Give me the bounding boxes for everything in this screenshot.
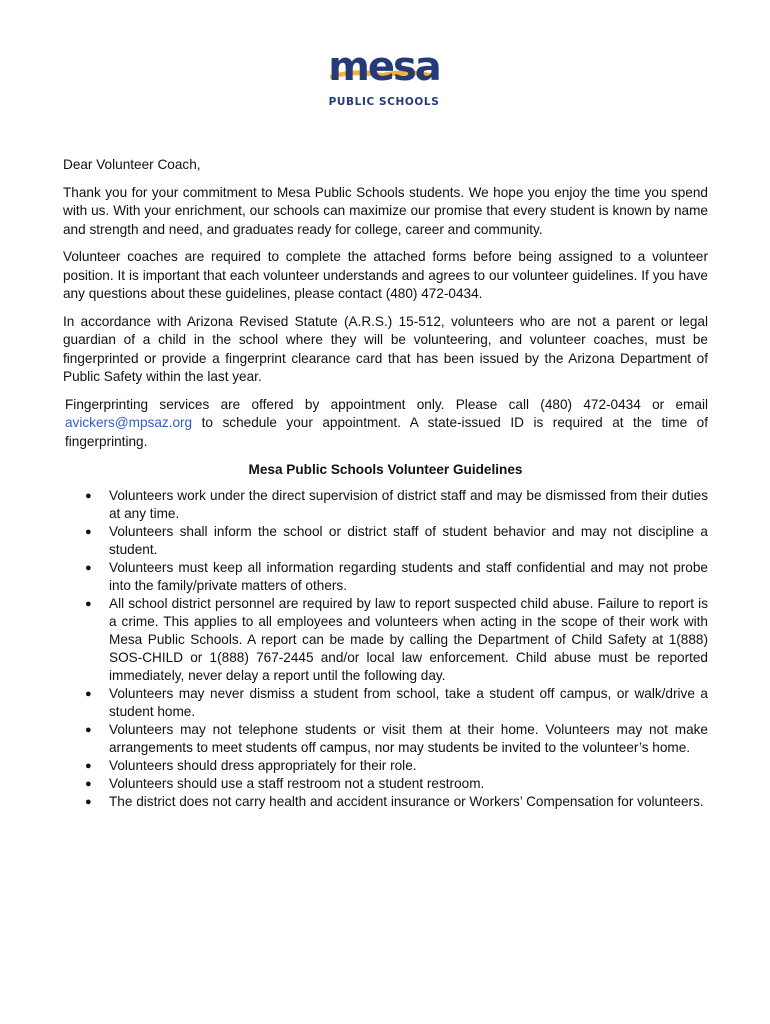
paragraph-fingerprinting (63, 396, 708, 452)
fingerprinting-text-start: Fingerprinting services are offered by appointment only. Please call (480) 472-0434 or email (65, 396, 708, 412)
guideline-text: Volunteers shall inform the school or district staff of student behavior and may not discipline a student. (109, 523, 708, 557)
guideline-text: Volunteers should use a staff restroom not a student restroom. (109, 775, 485, 791)
list-item (63, 757, 708, 775)
logo-subtitle: PUBLIC SCHOOLS (328, 96, 440, 108)
email-link[interactable]: avickers@mpsaz.org (65, 415, 193, 430)
bullet-icon: ● (85, 561, 92, 574)
logo-graphic (320, 42, 450, 114)
mesa-public-schools-logo (320, 42, 450, 114)
guideline-text: Volunteers work under the direct supervision of district staff and may be dismissed from their duties at any time. (109, 487, 708, 521)
guideline-text: The district does not carry health and accident insurance or Workers’ Compensation for volunteers. (109, 793, 704, 809)
list-item (63, 487, 708, 523)
guideline-text: Volunteers may not telephone students or visit them at their home. Volunteers may not make arrangements to meet students off campus, nor may students be invited to the volunteer’s home. (109, 721, 708, 755)
bullet-icon: ● (85, 597, 92, 610)
list-item (63, 721, 708, 757)
list-item (63, 523, 708, 559)
bullet-icon: ● (85, 489, 92, 502)
guidelines-heading: Mesa Public Schools Volunteer Guidelines (248, 462, 523, 477)
list-item (63, 793, 708, 811)
bullet-icon: ● (85, 777, 92, 790)
guideline-text: All school district personnel are required by law to report suspected child abuse. Failure to report is a crime. This applies to all employees and volunteers when acting in the scope of their work with Mesa Public Schools. A report can be made by calling the Department of Child Safety at 1(888) SOS-CHILD or 1(888) 767-2445 and/or local law enforcement. Child abuse must be reported immediately, never delay a report until the following day. (109, 595, 708, 683)
list-item (63, 595, 708, 685)
letter-body (63, 156, 708, 811)
guideline-text: Volunteers may never dismiss a student from school, take a student off campus, or walk/drive a student home. (109, 685, 708, 719)
fingerprinting-text-end: to schedule your appointment. A state-issued ID is required at the time of fingerprinting. (65, 415, 708, 449)
list-item (63, 685, 708, 721)
list-item (63, 775, 708, 793)
paragraph-thank-you: Thank you for your commitment to Mesa Public Schools students. We hope you enjoy the time you spend with us. With your enrichment, our schools can maximize our promise that every student is known by name and strength and need, and graduates ready for college, career and community. (63, 184, 708, 237)
list-item (63, 559, 708, 595)
bullet-icon: ● (85, 687, 92, 700)
paragraph-requirements: Volunteer coaches are required to complete the attached forms before being assigned to a volunteer position. It is important that each volunteer understands and agrees to our volunteer guidelines. If you have any questions about these guidelines, please contact (480) 472-0434. (63, 249, 708, 301)
guideline-text: Volunteers should dress appropriately for their role. (109, 757, 417, 773)
guidelines-list (63, 487, 708, 811)
bullet-icon: ● (85, 759, 92, 772)
paragraph-statute: In accordance with Arizona Revised Statute (A.R.S.) 15-512, volunteers who are not a parent or legal guardian of a child in the school where they will be volunteering, and volunteer coaches, must be fingerprinted or provide a fingerprint clearance card that has been issued by the Arizona Department of Public Safety within the last year. (63, 313, 708, 384)
bullet-icon: ● (85, 795, 92, 808)
bullet-icon: ● (85, 723, 92, 736)
guideline-text: Volunteers must keep all information regarding students and staff confidential and may not probe into the family/private matters of others. (109, 559, 708, 593)
logo-wordmark: mesa (328, 44, 440, 90)
salutation: Dear Volunteer Coach, (63, 157, 201, 172)
bullet-icon: ● (85, 525, 92, 538)
